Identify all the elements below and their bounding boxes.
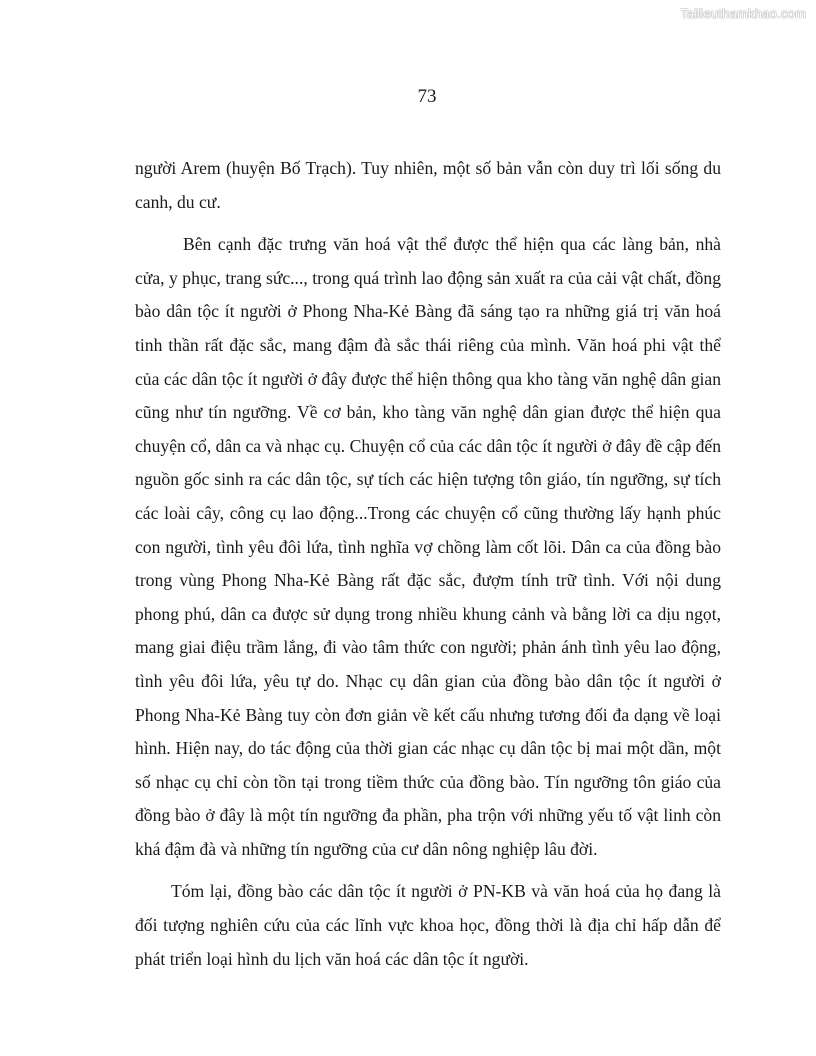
paragraph-intangible-culture: Bên cạnh đặc trưng văn hoá vật thể được thể hiện qua các làng bản, nhà cửa, y phục, trang sức..., trong quá trình lao động sản xuất ra của cải vật chất, đồng bào dân tộc ít người ở Phong Nha-Kẻ Bàng đã sáng tạo ra những giá trị văn hoá tinh thần rất đặc sắc, mang đậm đà sắc thái riêng của mình. Văn hoá phi vật thể của các dân tộc ít người ở đây được thể hiện thông qua kho tàng văn nghệ dân gian cũng như tín ngưỡng. Về cơ bản, kho tàng văn nghệ dân gian được thể hiện qua chuyện cổ, dân ca và nhạc cụ. Chuyện cổ của các dân tộc ít người ở đây đề cập đến nguồn gốc sinh ra các dân tộc, sự tích các hiện tượng tôn giáo, tín ngưỡng, sự tích các loài cây, công cụ lao động...Trong các chuyện cổ cũng thường lấy hạnh phúc con người, tình yêu đôi lứa, tình nghĩa vợ chồng làm cốt lõi. Dân ca của đồng bào trong vùng Phong Nha-Kẻ Bàng rất đặc sắc, đượm tính trữ tình. Với nội dung phong phú, dân ca được sử dụng trong nhiều khung cảnh và bằng lời ca dịu ngọt, mang giai điệu trầm lắng, đi vào tâm thức con người; phản ánh tình yêu lao động, tình yêu đôi lứa, yêu tự do. Nhạc cụ dân gian của đồng bào dân tộc ít người ở Phong Nha-Kẻ Bàng tuy còn đơn giản về kết cấu nhưng tương đối đa dạng về loại hình. Hiện nay, do tác động của thời gian các nhạc cụ dân tộc bị mai một dần, một số nhạc cụ chỉ còn tồn tại trong tiềm thức của đồng bào. Tín ngưỡng tôn giáo của đồng bào ở đây là một tín ngưỡng đa phần, pha trộn với những yếu tố vật linh còn khá đậm đà và những tín ngưỡng của cư dân nông nghiệp lâu đời. — [135, 234, 721, 859]
paragraph-continuation: người Arem (huyện Bố Trạch). Tuy nhiên, một số bản vẫn còn duy trì lối sống du canh, du cư. — [135, 158, 721, 212]
page-number: 73 — [417, 86, 437, 107]
watermark-text: Tailieuthamkhao.com — [680, 6, 806, 21]
paragraph-conclusion: Tóm lại, đồng bào các dân tộc ít người ở PN-KB và văn hoá của họ đang là đối tượng nghiên cứu của các lĩnh vực khoa học, đồng thời là địa chỉ hấp dẫn để phát triển loại hình du lịch văn hoá các dân tộc ít người. — [135, 881, 721, 969]
document-body — [135, 152, 721, 976]
